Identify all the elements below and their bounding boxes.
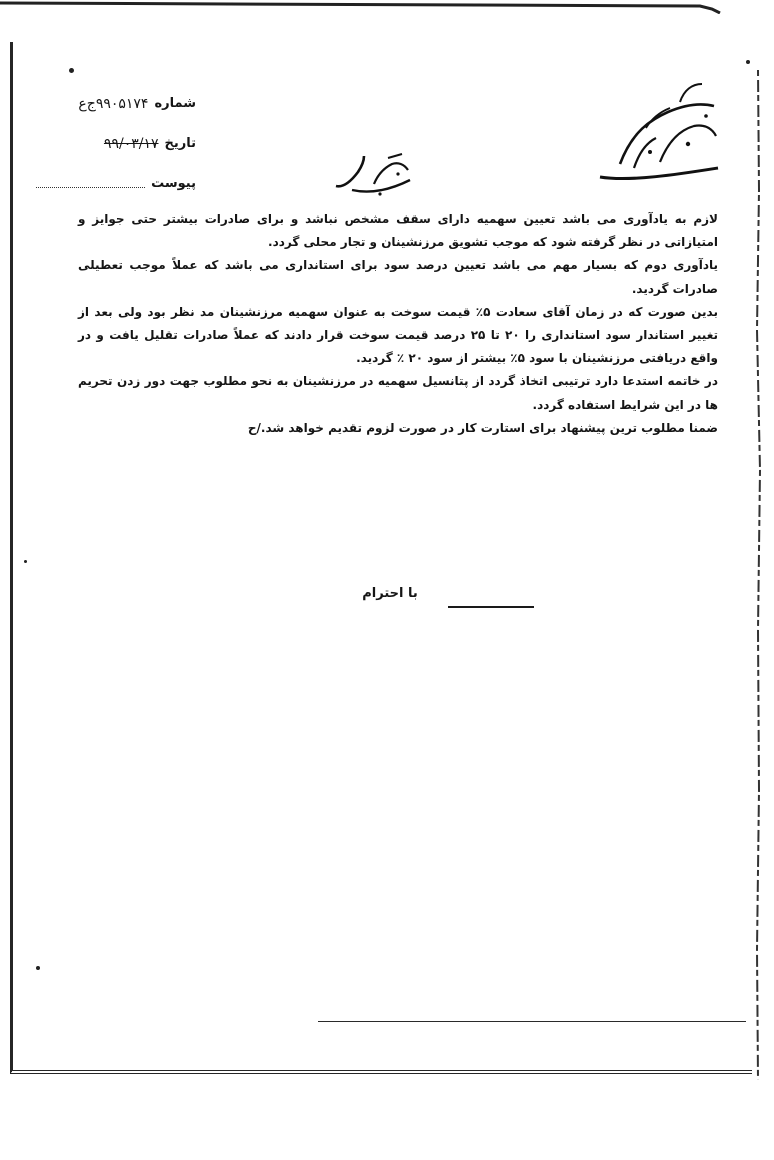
- scan-speck: [69, 68, 74, 73]
- letter-body: [78, 208, 718, 440]
- scan-right-edge: [752, 70, 768, 1080]
- letter-paragraph: در خاتمه استدعا دارد ترتیبی اتخاذ گردد از پتانسیل سهمیه در مرزنشینان به نحو مطلوب جهت دور زدن تحریم ها در این شرایط استفاده گردد.: [78, 374, 718, 412]
- attachment-label: پیوست: [151, 176, 196, 191]
- number-value: ۹۹۰۵۱۷۴ج‌ع: [78, 96, 149, 112]
- scan-speck: [746, 60, 750, 64]
- letter-paragraph: ضمنا مطلوب ترین پیشنهاد برای استارت کار در صورت لزوم تقدیم خواهد شد./ح: [247, 420, 718, 435]
- date-row: [36, 124, 196, 164]
- basmala-calligraphy: [330, 150, 420, 198]
- signature-line: [448, 606, 534, 608]
- scan-top-edge: [0, 0, 774, 14]
- letter-paragraph: یادآوری دوم که بسیار مهم می باشد تعیین درصد سود برای استانداری می باشد که عملاً موجب تعطیلی صادرات گردید.: [78, 258, 718, 296]
- scan-speck: [24, 560, 27, 563]
- number-label: شماره: [154, 96, 196, 111]
- footer-rule: [318, 1021, 746, 1022]
- attachment-row: [36, 164, 196, 204]
- letter-meta: [36, 84, 196, 204]
- letter-paragraph: لازم به یادآوری می باشد تعیین سهمیه دارای سقف مشخص نباشد و برای صادرات بیشتر حتی جوایز و امتیازاتی در نظر گرفته شود که موجب تشویق مرزنشینان و تجار محلی گردد.: [78, 212, 718, 250]
- attachment-dotted-line: [36, 187, 145, 188]
- parliament-logo: [590, 72, 730, 192]
- closing-regards: با احترام: [362, 586, 418, 601]
- number-row: [36, 84, 196, 124]
- date-value: ۹۹/۰۳/۱۷: [103, 136, 159, 152]
- date-label: تاریخ: [164, 136, 196, 151]
- letter-paragraph: بدین صورت که در زمان آقای سعادت ۵٪ قیمت سوخت به عنوان سهمیه مرزنشینان مد نظر بود ولی بعد از تغییر استاندار سود استانداری را ۲۰ تا ۲۵ درصد قیمت سوخت قرار دادند که عملاً صادرات تقلیل یافت و در واقع دریافتی مرزنشینان با سود ۵٪ بیشتر از سود ۲۰ ٪ گردید.: [78, 304, 718, 366]
- scan-speck: [36, 966, 40, 970]
